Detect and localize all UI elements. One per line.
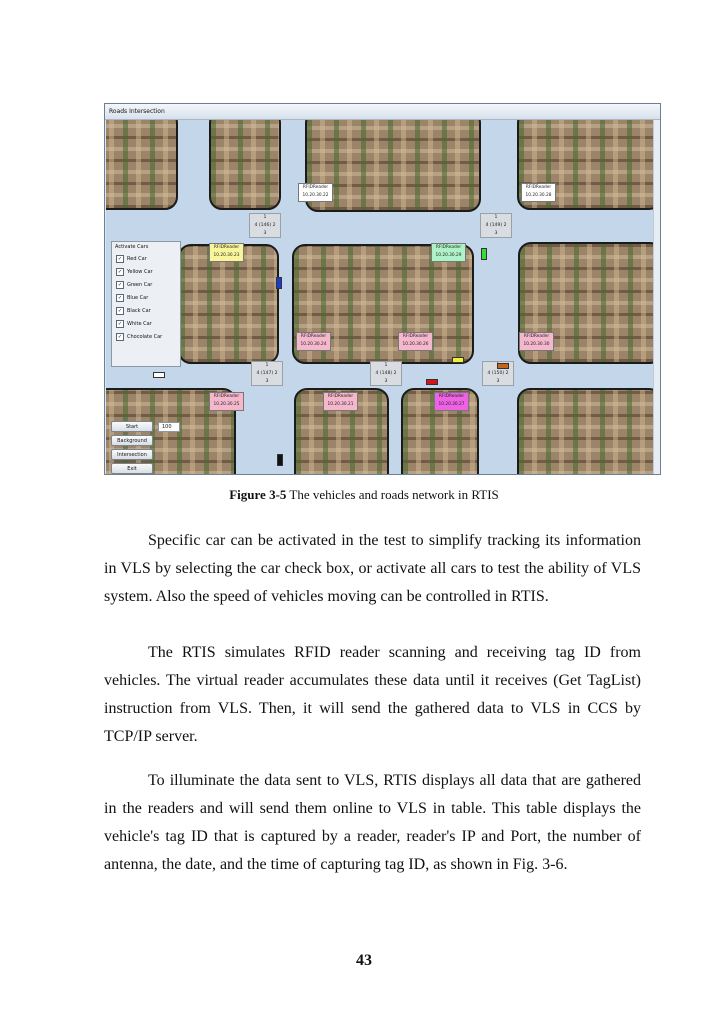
reader-ip: 10.20.30.22 xyxy=(302,193,329,198)
reader-ip: 10.20.30.25 xyxy=(213,402,240,407)
signal-middle: 4 (146) 2 xyxy=(254,223,276,228)
red-car-checkbox[interactable] xyxy=(116,254,147,264)
traffic-signal xyxy=(370,361,402,386)
signal-top: 1 xyxy=(265,363,269,368)
signal-middle: 4 (149) 2 xyxy=(485,223,507,228)
road-network-scene xyxy=(106,120,655,474)
chocolate-car-checkbox[interactable] xyxy=(116,332,162,342)
city-block xyxy=(178,244,279,364)
reader-label: RFIDReader xyxy=(402,334,429,339)
white-car xyxy=(153,372,165,378)
checkbox-check-icon: ✓ xyxy=(117,255,123,262)
reader-label: RFIDReader xyxy=(213,394,240,399)
signal-top: 1 xyxy=(263,215,267,220)
paragraph-text: To illuminate the data sent to VLS, RTIS displays all data that are gathered in the readers and will send them online to VLS in table. This table displays the vehicle's tag ID that is captured by a reader, reader's IP and Port, the number of antenna, the date, and the time of capturing tag ID, as shown in Fig. 3-6. xyxy=(104,772,641,873)
reader-label: RFIDReader xyxy=(300,334,327,339)
rfid-reader xyxy=(296,332,331,351)
white-car-checkbox[interactable] xyxy=(116,319,152,329)
signal-middle: 4 (147) 2 xyxy=(256,371,278,376)
signal-top: 1 xyxy=(494,215,498,220)
checkbox-label: Red Car xyxy=(127,256,147,262)
reader-label: RFIDReader xyxy=(435,245,462,250)
activate-cars-panel xyxy=(111,241,181,367)
signal-bottom: 3 xyxy=(384,379,388,384)
exit-button[interactable]: Exit xyxy=(111,463,153,474)
checkbox-label: Yellow Car xyxy=(127,269,153,275)
signal-bottom: 3 xyxy=(494,231,498,236)
start-button[interactable]: Start xyxy=(111,421,153,432)
reader-ip: 10.20.30.27 xyxy=(438,402,465,407)
paragraph-text: Specific car can be activated in the test to simplify tracking its information in VLS by selecting the car check box, or activate all cars to test the ability of VLS system. Also the speed of vehicles moving can be controlled in RTIS. xyxy=(104,532,641,605)
paragraph xyxy=(104,639,641,751)
reader-label: RFIDReader xyxy=(327,394,354,399)
city-block xyxy=(209,120,281,210)
green-car xyxy=(481,248,487,260)
background-button[interactable]: Background xyxy=(111,435,153,446)
black-car xyxy=(277,454,283,466)
reader-label: RFIDReader xyxy=(525,185,552,190)
vertical-scrollbar[interactable] xyxy=(653,120,660,474)
reader-ip: 10.20.30.29 xyxy=(435,253,462,258)
speed-input[interactable]: 100 xyxy=(158,422,180,432)
rfid-reader xyxy=(398,332,433,351)
paragraph-text: The RTIS simulates RFID reader scanning and receiving tag ID from vehicles. The virtual reader accumulates these data until it receives (Get TagList) instruction from VLS. Then, it will send the gathered data to VLS in CCS by TCP/IP server. xyxy=(104,644,641,745)
reader-ip: 10.20.30.26 xyxy=(402,342,429,347)
rfid-reader xyxy=(209,243,244,262)
paragraph xyxy=(104,767,641,879)
reader-label: RFIDReader xyxy=(213,245,240,250)
checkbox-check-icon: ✓ xyxy=(117,307,123,314)
paragraph xyxy=(104,527,641,611)
checkbox-check-icon: ✓ xyxy=(117,320,123,327)
reader-label: RFIDReader xyxy=(523,334,550,339)
intersection-button[interactable]: Intersection xyxy=(111,449,153,460)
checkbox-label: Blue Car xyxy=(127,295,149,301)
black-car-checkbox[interactable] xyxy=(116,306,151,316)
checkbox-check-icon: ✓ xyxy=(117,281,123,288)
red-car xyxy=(426,379,438,385)
yellow-car xyxy=(452,357,464,363)
figure-caption xyxy=(0,487,728,503)
caption-text: The vehicles and roads network in RTIS xyxy=(286,487,499,502)
signal-bottom: 3 xyxy=(496,379,500,384)
reader-ip: 10.20.30.23 xyxy=(213,253,240,258)
blue-car xyxy=(276,277,282,289)
reader-ip: 10.20.30.30 xyxy=(523,342,550,347)
blue-car-checkbox[interactable] xyxy=(116,293,148,303)
checkbox-label: White Car xyxy=(127,321,152,327)
activate-cars-title: Activate Cars xyxy=(115,244,149,250)
signal-middle: 4 (148) 2 xyxy=(375,371,397,376)
rfid-reader xyxy=(519,332,554,351)
rfid-reader xyxy=(431,243,466,262)
checkbox-check-icon: ✓ xyxy=(117,268,123,275)
city-block xyxy=(517,388,655,474)
signal-top: 1 xyxy=(384,363,388,368)
rfid-reader xyxy=(298,183,333,202)
traffic-signal xyxy=(480,213,512,238)
window-title: Roads Intersection xyxy=(105,104,660,120)
chocolate-car xyxy=(497,363,509,369)
caption-label: Figure 3-5 xyxy=(229,487,287,502)
green-car-checkbox[interactable] xyxy=(116,280,152,290)
traffic-signal xyxy=(249,213,281,238)
rfid-reader xyxy=(323,392,358,411)
signal-bottom: 3 xyxy=(263,231,267,236)
rfid-reader xyxy=(521,183,556,202)
reader-ip: 10.20.30.28 xyxy=(525,193,552,198)
traffic-signal xyxy=(251,361,283,386)
reader-ip: 10.20.30.21 xyxy=(327,402,354,407)
rfid-reader xyxy=(209,392,244,411)
checkbox-label: Green Car xyxy=(127,282,153,288)
page-number: 43 xyxy=(356,952,372,969)
reader-ip: 10.20.30.24 xyxy=(300,342,327,347)
checkbox-check-icon: ✓ xyxy=(117,333,123,340)
checkbox-label: Black Car xyxy=(127,308,151,314)
signal-bottom: 3 xyxy=(265,379,269,384)
yellow-car-checkbox[interactable] xyxy=(116,267,153,277)
figure-screenshot-window xyxy=(104,103,661,475)
signal-middle: 4 (150) 2 xyxy=(487,371,509,376)
checkbox-check-icon: ✓ xyxy=(117,294,123,301)
checkbox-label: Chocolate Car xyxy=(127,334,163,340)
reader-label: RFIDReader xyxy=(302,185,329,190)
reader-label: RFIDReader xyxy=(438,394,465,399)
city-block xyxy=(106,120,178,210)
rfid-reader xyxy=(434,392,469,411)
